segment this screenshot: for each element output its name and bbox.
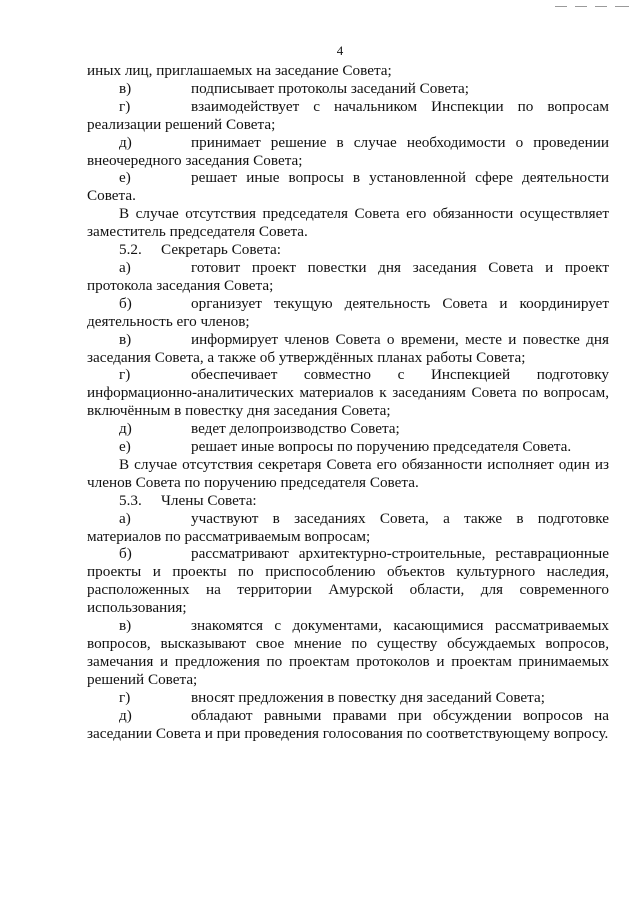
scan-mark <box>595 6 607 7</box>
list-marker: а) <box>119 258 131 276</box>
list-marker: а) <box>119 509 131 527</box>
list-marker: 5.2. <box>119 241 142 259</box>
list-marker: д) <box>119 420 132 438</box>
list-marker: г) <box>119 366 131 384</box>
list-marker: е) <box>119 169 131 187</box>
paragraph-text: вносят предложения в повестку дня заседаний Совета; <box>191 688 545 706</box>
scan-mark <box>555 6 567 7</box>
scan-mark <box>575 6 587 7</box>
list-marker: б) <box>119 545 132 563</box>
paragraph-text: иных лиц, приглашаемых на заседание Совета; <box>87 62 392 79</box>
list-item <box>87 331 609 367</box>
list-item <box>87 134 609 170</box>
list-item <box>87 295 609 331</box>
paragraph-text: решает иные вопросы в установленной сфере деятельности Совета. <box>87 169 609 205</box>
list-item <box>87 689 609 707</box>
list-item <box>87 259 609 295</box>
paragraph-text: информирует членов Совета о времени, месте и повестке дня заседания Совета, а также об утверждённых планах работы Совета; <box>87 330 609 366</box>
list-item <box>87 169 609 205</box>
paragraph-text: В случае отсутствия председателя Совета его обязанности осуществляет заместитель председателя Совета. <box>87 205 609 241</box>
paragraph-text: принимает решение в случае необходимости о проведении внеочередного заседания Совета; <box>87 133 609 169</box>
paragraph-text: взаимодействует с начальником Инспекции по вопросам реализации решений Совета; <box>87 97 609 133</box>
paragraph-text: обладают равными правами при обсуждении вопросов на заседании Совета и при проведения голосования по соответствующему вопросу. <box>87 706 609 742</box>
list-item <box>87 617 609 689</box>
list-item <box>87 366 609 420</box>
paragraph-text: обеспечивает совместно с Инспекцией подготовку информационно-аналитических материалов к заседаниям Совета по вопросам, включённым в повестку дня заседания Совета; <box>87 366 609 420</box>
paragraph <box>87 62 609 80</box>
list-marker: 5.3. <box>119 491 142 509</box>
paragraph-text: Члены Совета: <box>161 491 257 509</box>
list-marker: б) <box>119 294 132 312</box>
list-item <box>87 98 609 134</box>
list-item <box>87 510 609 546</box>
paragraph-text: Секретарь Совета: <box>161 241 281 259</box>
list-marker: д) <box>119 133 132 151</box>
paragraph-text: организует текущую деятельность Совета и координирует деятельность его членов; <box>87 294 609 330</box>
list-marker: в) <box>119 330 132 348</box>
list-item <box>87 545 609 617</box>
paragraph <box>87 205 609 241</box>
section-heading <box>87 492 609 510</box>
document-body <box>87 62 609 742</box>
paragraph-text: В случае отсутствия секретаря Совета его обязанности исполняет один из членов Совета по поручению председателя Совета. <box>87 455 609 491</box>
paragraph-text: подписывает протоколы заседаний Совета; <box>191 79 470 97</box>
list-marker: е) <box>119 438 131 456</box>
paragraph <box>87 456 609 492</box>
list-item <box>87 420 609 438</box>
paragraph-text: решает иные вопросы по поручению председателя Совета. <box>191 438 572 456</box>
list-marker: г) <box>119 97 131 115</box>
list-item <box>87 80 609 98</box>
paragraph-text: участвуют в заседаниях Совета, а также в подготовке материалов по рассматриваемым вопросам; <box>87 509 609 545</box>
list-item <box>87 438 609 456</box>
list-marker: д) <box>119 706 132 724</box>
list-marker: г) <box>119 688 131 706</box>
page-number: 4 <box>336 43 344 58</box>
list-marker: в) <box>119 617 132 635</box>
paragraph-text: знакомятся с документами, касающимися рассматриваемых вопросов, высказывают свое мнение по существу обсуждаемых вопросов, замечания и предложения по проектам протоколов и проектам принимаемых решений Совета; <box>87 617 609 688</box>
scan-mark <box>615 6 629 7</box>
section-heading <box>87 241 609 259</box>
paragraph-text: рассматривают архитектурно-строительные, реставрационные проекты и проекты по приспособлению объектов культурного наследия, расположенных на территории Амурской области, для современного использования; <box>87 545 609 617</box>
paragraph-text: готовит проект повестки дня заседания Совета и проект протокола заседания Совета; <box>87 258 609 294</box>
paragraph-text: ведет делопроизводство Совета; <box>191 420 400 438</box>
list-marker: в) <box>119 79 132 97</box>
list-item <box>87 707 609 743</box>
